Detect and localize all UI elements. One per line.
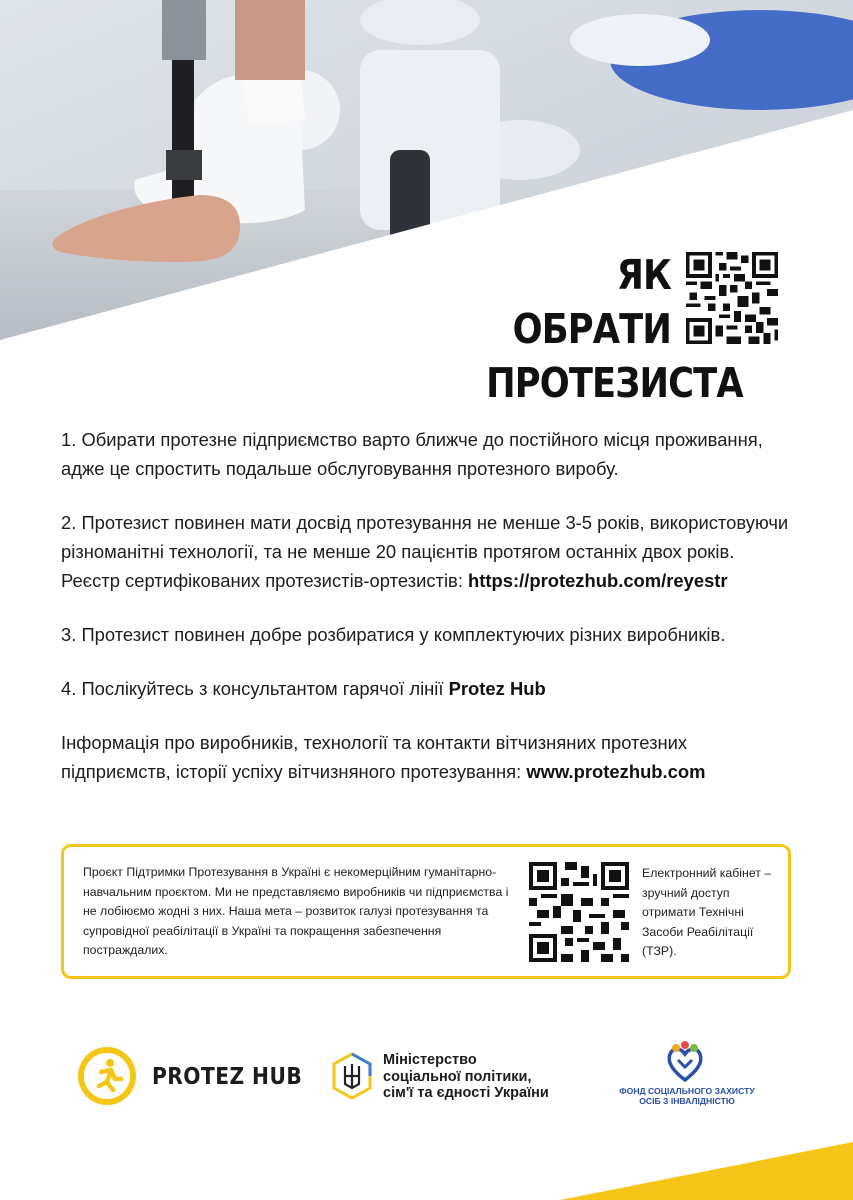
- page-title: [486, 248, 743, 410]
- running-person-icon: [77, 1046, 137, 1106]
- info-paragraph: [61, 728, 801, 786]
- hotline-brand: Protez Hub: [448, 678, 546, 699]
- fund-line: ОСІБ З ІНВАЛІДНІСТЮ: [639, 1096, 735, 1106]
- advice-list: [61, 425, 801, 786]
- qr-code-icon[interactable]: [686, 252, 778, 344]
- list-item: 3. Протезист повинен добре розбиратися у комплектуючих різних виробників.: [61, 624, 726, 645]
- list-item: 2. Протезист повинен мати досвід протезування не менше 3-5 років, використовуючи різноманітні технології, та не менше 20 пацієнтів протягом останніх двох років.: [61, 512, 789, 562]
- website-link[interactable]: www.protezhub.com: [526, 761, 706, 782]
- cabinet-description: Електронний кабінет – зручний доступ отримати Технічні Засоби Реабілітації (ТЗР).: [642, 866, 772, 958]
- ministry-line: Міністерство: [383, 1052, 477, 1068]
- registry-label: Реєстр сертифікованих протезистів-ортезистів:: [61, 570, 469, 591]
- list-item: 1. Обирати протезне підприємство варто ближче до постійного місця проживання, адже це спростить подальше обслуговування протезного виробу.: [61, 429, 763, 479]
- registry-line: [61, 566, 801, 595]
- info-box: [61, 844, 791, 979]
- trident-icon: [331, 1052, 373, 1100]
- fund-line: ФОНД СОЦІАЛЬНОГО ЗАХИСТУ: [619, 1086, 755, 1096]
- title-line-1: ЯК ОБРАТИ: [512, 251, 671, 353]
- protez-hub-logo-text: PROTEZ HUB: [152, 1064, 303, 1090]
- ministry-line: сім'ї та єдності України: [383, 1085, 549, 1101]
- ministry-line: соціальної політики,: [383, 1068, 532, 1085]
- decorative-corner: [0, 1100, 853, 1200]
- info-text: Інформація про виробників, технології та контакти вітчизняних протезних підприємств, історії успіху вітчизняного протезування:: [61, 732, 688, 782]
- qr-code-icon[interactable]: [529, 862, 629, 962]
- registry-link[interactable]: https://protezhub.com/reyestr: [468, 570, 728, 591]
- title-line-2: ПРОТЕЗИСТА: [486, 359, 743, 407]
- people-heart-icon: [664, 1040, 706, 1084]
- hotline-text: 4. Послікуйтесь з консультантом гарячої лінії: [61, 678, 449, 699]
- project-description: Проєкт Підтримки Протезування в Україні є некомерційним гуманітарно-навчальним проєктом. Ми не представляємо виробників чи підприємства і не лобіюємо жодні з них. Наша мета – розвиток галузі протезування та супровідної реабілітації в Україні та покращення забезпечення постраждалих.: [83, 865, 509, 957]
- list-item: [61, 674, 801, 703]
- ministry-name: [383, 1052, 549, 1102]
